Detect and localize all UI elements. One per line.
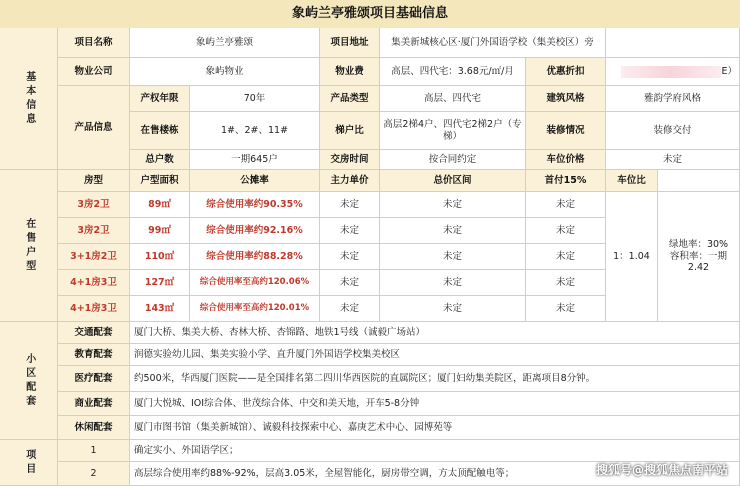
- unit-row-3-rate: 综合使用率约88.28%: [190, 244, 320, 270]
- units-header-type: 房型: [58, 170, 130, 192]
- unit-row-4-down: 未定: [526, 270, 606, 296]
- unit-row-2-rate: 综合使用率约92.16%: [190, 218, 320, 244]
- units-header-blank: [658, 170, 740, 192]
- delivery-time-label: 交房时间: [320, 150, 380, 170]
- total-units-label: 总户数: [130, 150, 190, 170]
- elevator-ratio-label: 梯户比: [320, 112, 380, 150]
- units-header-rate: 公摊率: [190, 170, 320, 192]
- unit-row-4-area: 127㎡: [130, 270, 190, 296]
- project-item-1-num: 1: [58, 440, 130, 462]
- unit-row-5-rate: 综合使用率至高约120.01%: [190, 296, 320, 322]
- section-project-label: 项目: [0, 440, 58, 486]
- project-name-value: 象屿兰亭雅颂: [130, 28, 320, 58]
- decoration-label: 装修情况: [526, 112, 606, 150]
- property-fee-label: 物业费: [320, 58, 380, 86]
- unit-row-1-type: 3房2卫: [58, 192, 130, 218]
- project-address-label: 项目地址: [320, 28, 380, 58]
- unit-row-1-rate: 综合使用率约90.35%: [190, 192, 320, 218]
- unit-row-5-area: 143㎡: [130, 296, 190, 322]
- architecture-style-label: 建筑风格: [526, 86, 606, 112]
- community-education-value: 润德实验幼儿园、集美实验小学、直升厦门外国语学校集美校区: [130, 344, 740, 366]
- unit-row-4-type: 4+1房3卫: [58, 270, 130, 296]
- unit-row-3-area: 110㎡: [130, 244, 190, 270]
- architecture-style-value: 雅韵学府风格: [606, 86, 740, 112]
- unit-row-5-down: 未定: [526, 296, 606, 322]
- project-item-2-num: 2: [58, 462, 130, 486]
- unit-row-1-down: 未定: [526, 192, 606, 218]
- blank-cell: [606, 28, 740, 58]
- section-onsale-label: 在售户型: [0, 170, 58, 322]
- unit-row-4-total: 未定: [380, 270, 526, 296]
- plot-ratio: 容积率：一期2.42: [669, 250, 727, 274]
- community-transport-label: 交通配套: [58, 322, 130, 344]
- parking-price-label: 车位价格: [526, 150, 606, 170]
- unit-row-2-price: 未定: [320, 218, 380, 244]
- unit-row-4-rate: 综合使用率至高约120.06%: [190, 270, 320, 296]
- green-ratio: 绿地率：30%: [668, 238, 729, 250]
- buildings-label: 在售楼栋: [130, 112, 190, 150]
- tenure-label: 产权年限: [130, 86, 190, 112]
- unit-row-3-price: 未定: [320, 244, 380, 270]
- community-commerce-value: 厦门大悦城、IOI综合体、世茂综合体、中交和美天地，开车5-8分钟: [130, 392, 740, 416]
- unit-row-3-type: 3+1房2卫: [58, 244, 130, 270]
- elevator-ratio-value: 高层2梯4户、四代宅2梯2户（专梯）: [380, 112, 526, 150]
- discount-text: E）: [721, 65, 737, 77]
- tenure-value: 70年: [190, 86, 320, 112]
- unit-row-2-total: 未定: [380, 218, 526, 244]
- community-leisure-label: 休闲配套: [58, 416, 130, 440]
- decoration-value: 装修交付: [606, 112, 740, 150]
- delivery-time-value: 按合同约定: [380, 150, 526, 170]
- unit-row-1-total: 未定: [380, 192, 526, 218]
- watermark: 搜狐号@搜狐焦点南平站: [595, 463, 728, 477]
- units-header-total: 总价区间: [380, 170, 526, 192]
- project-name-label: 项目名称: [58, 28, 130, 58]
- project-address-value: 集美新城核心区·厦门外国语学校（集美校区）旁: [380, 28, 606, 58]
- units-header-down: 首付15%: [526, 170, 606, 192]
- unit-row-2-area: 99㎡: [130, 218, 190, 244]
- units-header-parking-ratio: 车位比: [606, 170, 658, 192]
- discount-value: [606, 58, 740, 86]
- unit-row-3-down: 未定: [526, 244, 606, 270]
- unit-row-1-price: 未定: [320, 192, 380, 218]
- total-units-value: 一期645户: [190, 150, 320, 170]
- project-item-1-value: 确定实小、外国语学区；: [130, 440, 740, 462]
- green-plot-ratio: [658, 192, 740, 322]
- property-fee-value: 高层、四代宅：3.68元/㎡/月: [380, 58, 526, 86]
- units-header-price: 主力单价: [320, 170, 380, 192]
- community-medical-value: 约500米，华西厦门医院——是全国排名第二四川华西医院的直属院区；厦门妇幼集美院区，距离项目8分钟。: [130, 366, 740, 392]
- community-transport-value: 厦门大桥、集美大桥、杏林大桥、杏锦路、地铁1号线（诚毅广场站）: [130, 322, 740, 344]
- product-info-label: 产品信息: [58, 86, 130, 170]
- unit-row-5-type: 4+1房3卫: [58, 296, 130, 322]
- units-header-area: 户型面积: [130, 170, 190, 192]
- product-type-value: 高层、四代宅: [380, 86, 526, 112]
- property-company-label: 物业公司: [58, 58, 130, 86]
- community-education-label: 教育配套: [58, 344, 130, 366]
- community-medical-label: 医疗配套: [58, 366, 130, 392]
- redacted-block: [621, 66, 721, 78]
- buildings-value: 1#、2#、11#: [190, 112, 320, 150]
- section-community-label: 小区配套: [0, 322, 58, 440]
- page-title: 象屿兰亭雅颂项目基础信息: [0, 0, 740, 28]
- community-commerce-label: 商业配套: [58, 392, 130, 416]
- product-type-label: 产品类型: [320, 86, 380, 112]
- section-basic-label: 基本信息: [0, 28, 58, 170]
- project-item-2-value: 高层综合使用率约88%-92%，层高3.05米，全屋智能化，厨房带空调，方太顶配触电等；: [130, 462, 740, 486]
- unit-row-2-down: 未定: [526, 218, 606, 244]
- unit-row-3-total: 未定: [380, 244, 526, 270]
- unit-row-4-price: 未定: [320, 270, 380, 296]
- unit-row-2-type: 3房2卫: [58, 218, 130, 244]
- unit-row-1-area: 89㎡: [130, 192, 190, 218]
- parking-price-value: 未定: [606, 150, 740, 170]
- community-leisure-value: 厦门市图书馆（集美新城馆）、诚毅科技探索中心、嘉庚艺术中心、园博苑等: [130, 416, 740, 440]
- unit-row-5-total: 未定: [380, 296, 526, 322]
- property-company-value: 象屿物业: [130, 58, 320, 86]
- parking-ratio-value: 1：1.04: [606, 192, 658, 322]
- unit-row-5-price: 未定: [320, 296, 380, 322]
- discount-label: 优惠折扣: [526, 58, 606, 86]
